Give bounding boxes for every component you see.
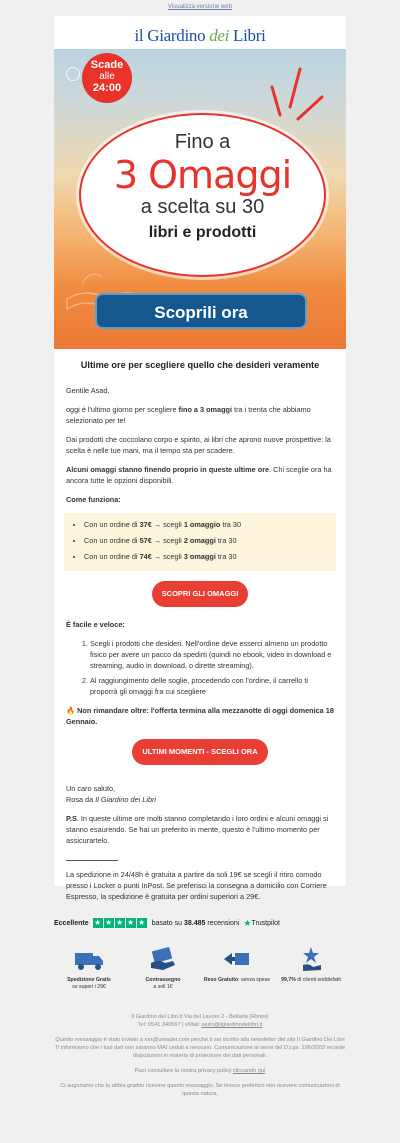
deadline-badge: Scade alle 24:00 <box>82 53 132 103</box>
steps-list <box>66 638 334 697</box>
trustpilot-brand: Trustpilot <box>251 919 280 927</box>
hero-banner[interactable] <box>54 49 346 349</box>
rating-label: Eccellente <box>54 919 89 927</box>
easy-title: È facile e veloce: <box>66 620 125 629</box>
discover-gifts-button[interactable]: SCOPRI GLI OMAGGI <box>152 581 248 607</box>
shipping-note: La spedizione in 24/48h è gratuita a partire da soli 19€ se scegli il ritiro comodo presso i Locker o punti InPost. Se preferisci la consegna a domicilio con Corriere Espresso, la spedizione è gratuita per ordini superiori a 29€. <box>66 870 327 901</box>
deadline-warning: 🔥 Non rimandare oltre: l'offerta termina alla mezzanotte di oggi domenica 18 Gennaio. <box>66 706 334 726</box>
cash-icon <box>147 945 179 973</box>
view-web-version-link[interactable]: Visualizza versione web <box>168 4 232 10</box>
greeting: Gentile Asad, <box>66 386 110 395</box>
how-it-works-title: Come funziona: <box>66 495 121 504</box>
logo[interactable]: il Giardino dei Libri <box>134 26 266 45</box>
products-paragraph: Dai prodotti che coccolano corpo e spirito, ai libri che aprono nuove prospettive: la scelta è nelle tue mani, ma il tempo sta per scadere. <box>66 435 331 455</box>
truck-icon <box>73 945 105 973</box>
privacy-policy-link[interactable]: cliccando qui <box>232 1068 266 1074</box>
support-email-link[interactable]: aiuto@ilgiardinodeilibri.it <box>201 1022 263 1028</box>
footer <box>54 1013 346 1105</box>
benefits-row <box>54 945 346 991</box>
benefit-return: Reso Gratuito: senza spese <box>202 945 272 991</box>
list-item: • Con un ordine di 37€ → scegli 1 omaggio tra 30 <box>84 519 336 530</box>
headline: Ultime ore per scegliere quello che desideri veramente <box>80 360 320 370</box>
sparkle-lines-icon <box>260 57 330 137</box>
offer-oval: Fino a 3 Omaggi a scelta su 30 libri e prodotti <box>79 113 326 277</box>
footer-address: Il Giardino dei Libri.it Via del Lavoro 2 - Bellaria (Rimini) Tel: 0541 340567 | eMail: aiuto@ilgiardinodeilibri.it <box>131 1014 269 1028</box>
discover-now-button[interactable]: Scoprili ora <box>95 293 307 329</box>
rating-stars-icon: ★ ★ ★ ★ ★ <box>94 918 146 927</box>
footer-subscription-note: Questo messaggio è stato inviato a xxx@ureader.com perché ti sei iscritto alla newsletter del sito Il Giardino Dei Libri Ti informiamo che i tuoi dati non saranno MAI ceduti a nessuno. Comunicazione ai sensi del D.Lgs. 196/2003 recante disposizioni in materia di protezione dei dati personali. <box>54 1037 346 1059</box>
clock-icon <box>66 67 80 81</box>
list-item: • Con un ordine di 57€ → scegli 2 omaggi tra 30 <box>84 535 336 546</box>
list-item: 1. Scegli i prodotti che desideri. Nell'ordine deve esserci almeno un prodotto fisico per avere un pacco da spedirti (quindi no ebook, video in download e streaming, audio in download, o dirette streaming). <box>90 638 334 671</box>
divider <box>66 860 118 861</box>
email-body <box>54 349 346 910</box>
benefit-shipping: Spedizione Gratis se superi i 29€ <box>54 945 124 991</box>
email-card <box>54 16 346 901</box>
trustpilot-star-icon: ★ <box>243 917 252 928</box>
footer-unsubscribe-note: Ci auguriamo che tu abbia gradito ricevere questo messaggio. Se invece preferisci non ricevere comunicazioni di questa natura, <box>60 1083 340 1097</box>
return-box-icon <box>221 945 253 973</box>
list-item: • Con un ordine di 74€ → scegli 3 omaggi tra 30 <box>84 551 336 562</box>
star-hand-icon <box>295 945 327 973</box>
urgency-paragraph: Alcuni omaggi stanno finendo proprio in queste ultime ore. Chi sceglie ora ha ancora tutte le opzioni disponibili. <box>66 465 332 485</box>
trustpilot-bar[interactable]: Eccellente ★ ★ ★ ★ ★ basato su 38.485 recensioni ★ Trustpilot <box>54 917 280 928</box>
postscript: P.S. In queste ultime ore molti stanno completando i loro ordini e alcuni omaggi si stanno esaurendo. Se hai un preferito in mente, questo è l'ultimo momento per assicurartelo. <box>66 814 329 845</box>
last-moments-button[interactable]: ULTIMI MOMENTI - SCEGLI ORA <box>132 739 268 765</box>
tier-list <box>64 513 336 571</box>
benefit-cash: Contrassegno a soli 1€ <box>128 945 198 991</box>
intro-paragraph: oggi è l'ultimo giorno per scegliere fino a 3 omaggi tra i trenta che abbiamo selezionato per te! <box>66 405 311 425</box>
benefit-satisfaction: 99,7% di clienti soddisfatti <box>276 945 346 991</box>
footer-privacy: Puoi consultare la nostra privacy policy cliccando qui <box>134 1068 266 1074</box>
signoff: Un caro saluto, Rosa da Il Giardino dei Libri <box>66 784 157 804</box>
list-item: 2. Al raggiungimento delle soglie, procedendo con l'ordine, il carrello ti proporrà gli omaggi fra cui scegliere <box>90 675 334 697</box>
